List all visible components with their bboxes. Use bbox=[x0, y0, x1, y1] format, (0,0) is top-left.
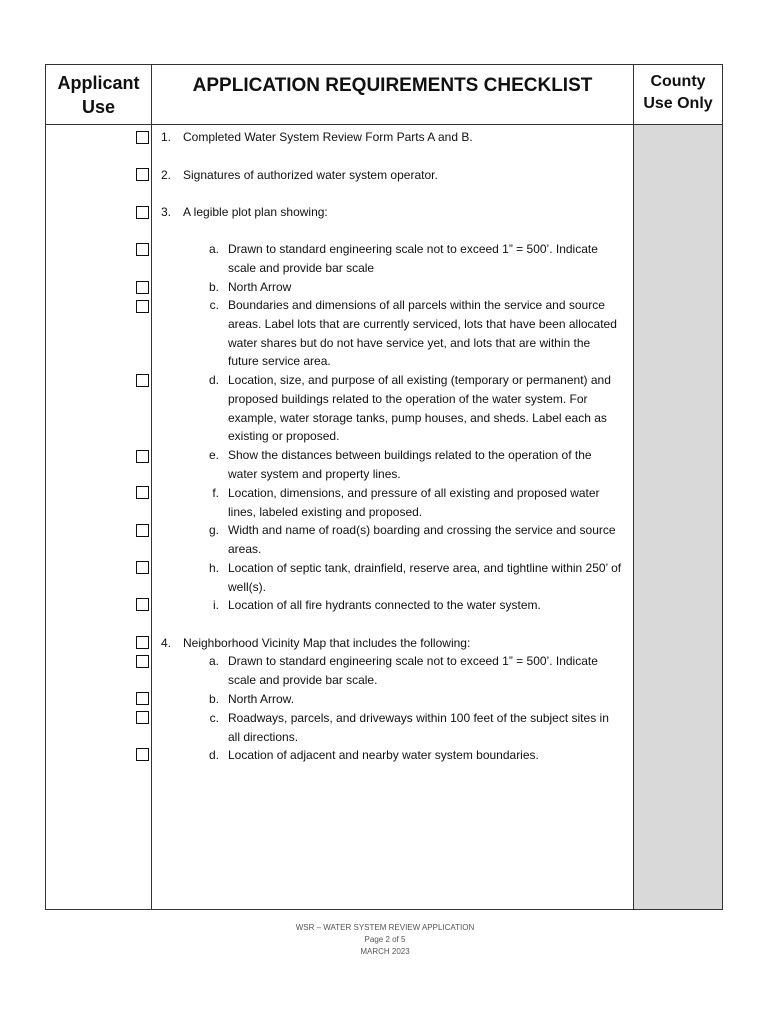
checkbox-item-3c[interactable] bbox=[136, 300, 149, 313]
footer-page-number: Page 2 of 5 bbox=[364, 935, 406, 944]
checkbox-item-2[interactable] bbox=[136, 168, 149, 181]
column-divider bbox=[151, 65, 152, 909]
checkbox-item-4b[interactable] bbox=[136, 692, 149, 705]
checkbox-item-3h[interactable] bbox=[136, 561, 149, 574]
page-title: APPLICATION REQUIREMENTS CHECKLIST bbox=[192, 75, 593, 96]
checkbox-item-3[interactable] bbox=[136, 206, 149, 219]
header-divider bbox=[46, 124, 722, 125]
footer-date: MARCH 2023 bbox=[360, 947, 410, 956]
checkbox-item-1[interactable] bbox=[136, 131, 149, 144]
checkbox-item-3i[interactable] bbox=[136, 598, 149, 611]
checkbox-item-3b[interactable] bbox=[136, 281, 149, 294]
column-divider bbox=[633, 65, 634, 909]
county-use-header: County Use Only bbox=[643, 73, 713, 112]
checkbox-item-3d[interactable] bbox=[136, 374, 149, 387]
checkbox-item-3f[interactable] bbox=[136, 486, 149, 499]
applicant-use-header: Applicant Use bbox=[57, 73, 140, 117]
checkbox-item-4c[interactable] bbox=[136, 711, 149, 724]
checkbox-item-3a[interactable] bbox=[136, 243, 149, 256]
county-use-column bbox=[634, 125, 722, 909]
checkbox-item-3g[interactable] bbox=[136, 524, 149, 537]
checkbox-item-4d[interactable] bbox=[136, 748, 149, 761]
checkbox-item-4[interactable] bbox=[136, 636, 149, 649]
checkbox-item-3e[interactable] bbox=[136, 450, 149, 463]
footer-title: WSR – WATER SYSTEM REVIEW APPLICATION bbox=[295, 923, 475, 932]
checkbox-item-4a[interactable] bbox=[136, 655, 149, 668]
